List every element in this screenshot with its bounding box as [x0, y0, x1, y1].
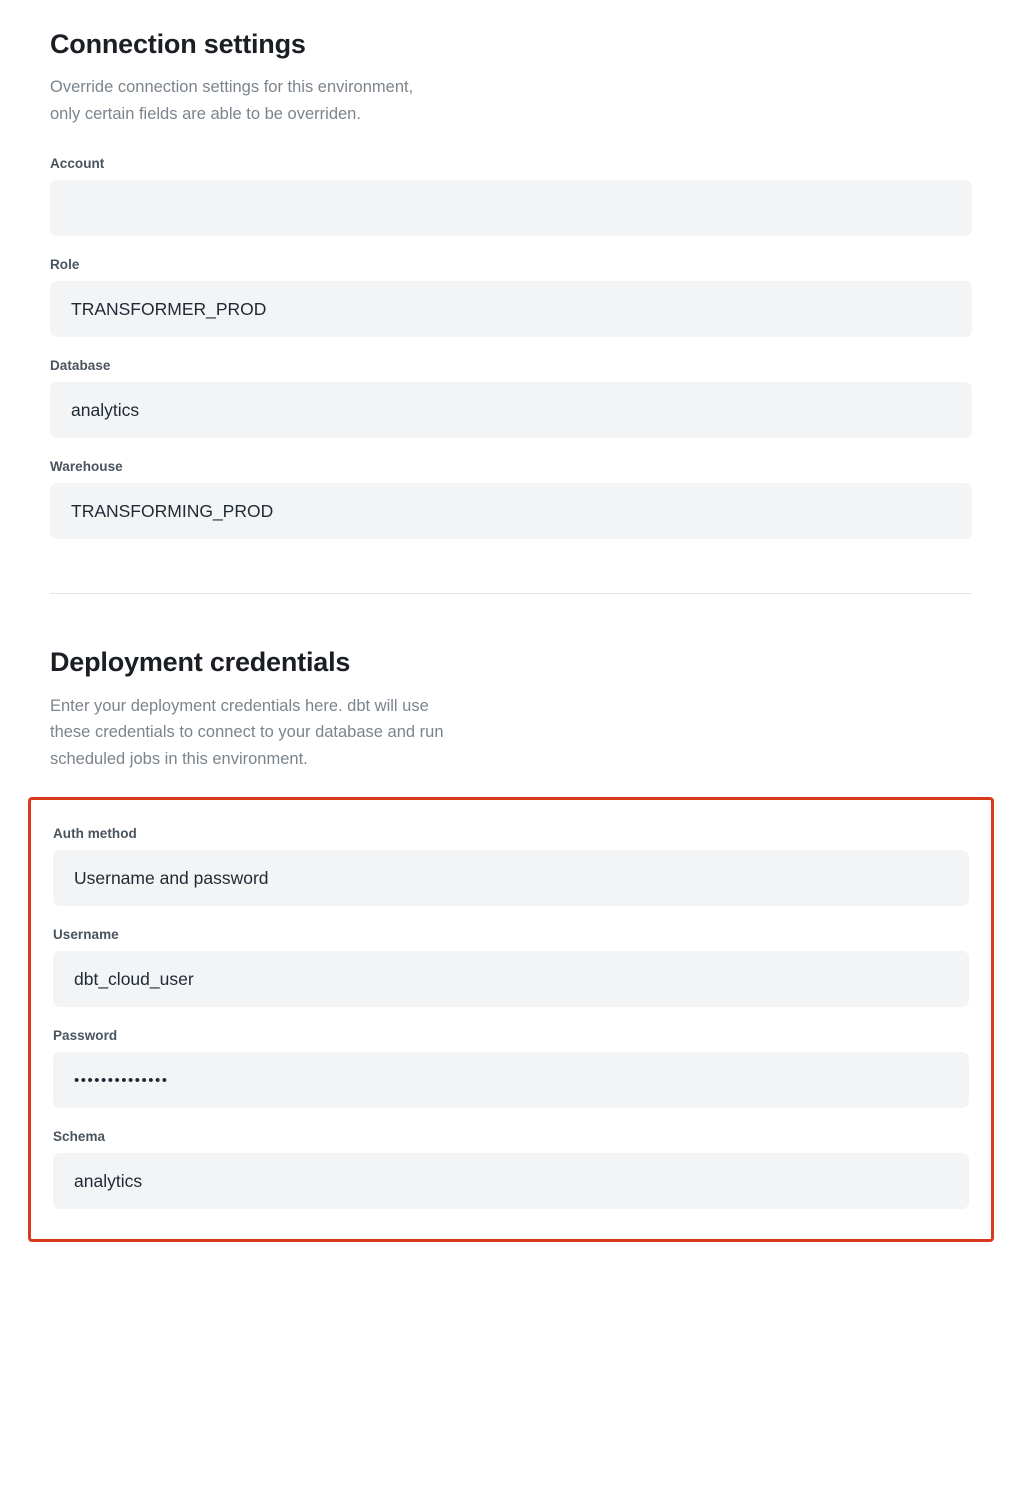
deployment-credentials-highlight-box	[28, 797, 994, 1242]
field-schema	[53, 1129, 969, 1209]
section-divider	[50, 593, 972, 594]
connection-settings-description-line2: only certain fields are able to be overriden.	[50, 105, 361, 124]
deployment-credentials-description-line3: scheduled jobs in this environment.	[50, 750, 308, 769]
connection-settings-fields	[50, 156, 972, 539]
warehouse-input[interactable]: TRANSFORMING_PROD	[50, 483, 972, 539]
field-role	[50, 257, 972, 337]
field-password-label: Password	[53, 1028, 118, 1044]
deployment-credentials-description-line1: Enter your deployment credentials here. dbt will use	[50, 696, 429, 715]
username-input[interactable]: dbt_cloud_user	[53, 951, 969, 1007]
deployment-credentials-description-line2: these credentials to connect to your database and run	[50, 723, 444, 742]
deployment-credentials-description	[50, 693, 972, 774]
field-auth-method	[53, 826, 969, 906]
auth-method-select[interactable]: Username and password	[53, 850, 969, 906]
field-auth-method-label: Auth method	[53, 826, 137, 842]
field-warehouse	[50, 459, 972, 539]
field-role-label: Role	[50, 257, 80, 273]
field-account-label: Account	[50, 156, 105, 172]
connection-settings-description-line1: Override connection settings for this environment,	[50, 78, 414, 97]
deployment-credentials-section	[50, 646, 972, 1242]
field-schema-label: Schema	[53, 1129, 106, 1145]
account-input[interactable]	[50, 180, 972, 236]
connection-settings-description	[50, 74, 972, 128]
connection-settings-section	[50, 28, 972, 594]
field-account	[50, 156, 972, 236]
field-username-label: Username	[53, 927, 119, 943]
database-input[interactable]: analytics	[50, 382, 972, 438]
schema-input[interactable]: analytics	[53, 1153, 969, 1209]
password-input[interactable]: ••••••••••••••	[53, 1052, 969, 1108]
connection-settings-title: Connection settings	[50, 29, 306, 59]
field-database	[50, 358, 972, 438]
role-input[interactable]: TRANSFORMER_PROD	[50, 281, 972, 337]
field-database-label: Database	[50, 358, 111, 374]
field-username	[53, 927, 969, 1007]
field-warehouse-label: Warehouse	[50, 459, 123, 475]
deployment-credentials-title: Deployment credentials	[50, 647, 351, 678]
field-password	[53, 1028, 969, 1108]
